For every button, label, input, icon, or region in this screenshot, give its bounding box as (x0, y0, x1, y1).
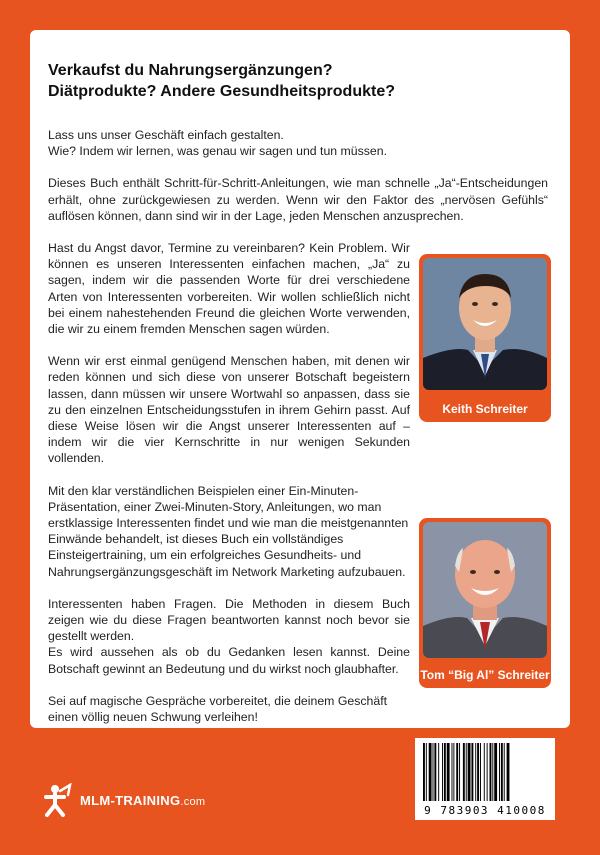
barcode-bar (433, 743, 434, 801)
paragraph-questions: Interessenten haben Fragen. Die Methoden in diesem Buch zeigen wie du diese Fragen beantworten kannst noch bevor sie gestellt werden. Es wird aussehen als ob du Gedanken lesen kannst. Deine Botschaft gewinnt an Bedeutung und du wirkst noch glaubhafter. (48, 596, 410, 676)
barcode-bars (421, 743, 549, 801)
barcode-bar (463, 743, 465, 801)
barcode-bar (442, 743, 443, 801)
barcode-bar (507, 743, 510, 801)
barcode-bar (434, 743, 436, 801)
barcode-bar (499, 743, 500, 801)
paragraph-decision-steps: Wenn wir erst einmal genügend Menschen haben, mit denen wir reden können und sich diese von unserer Botschaft begeistern lassen, dann müssen wir unsere Wortwahl so anpassen, dass sie zu den einzelnen Entscheidungsstufen in ihrem Gehirn passt. Auf diese Weise lösen wir die Angst unserer Interessenten auf – indem wir die vier Kernschritte in nur wenigen Sekunden vollenden. (48, 354, 410, 466)
barcode-bar (504, 743, 505, 801)
barcode-bar (480, 743, 481, 801)
barcode-bar (447, 743, 450, 801)
paragraph-intro: Lass uns unser Geschäft einfach gestalten. Wie? Indem wir lernen, was genau wir sagen und tun müssen. (48, 128, 388, 159)
headline (48, 60, 548, 102)
paragraph-book-content: Dieses Buch enthält Schritt-für-Schritt-Anleitungen, wie man schnelle „Ja“-Entscheidungen erhält, ohne zurückgewiesen zu werden. Wenn wir den Faktor des „nervösen Gefühls“ auflösen können, dann sind wir in der Lage, jeden Menschen anzusprechen. (48, 176, 548, 223)
barcode-bar (456, 743, 458, 801)
author-name-keith: Keith Schreiter (442, 402, 528, 416)
author-photo-tom (423, 522, 547, 658)
barcode-bar (468, 743, 471, 801)
headline-line-2: Diätprodukte? Andere Gesundheitsprodukte? (48, 83, 395, 100)
barcode-bar (423, 743, 425, 801)
isbn-barcode (415, 738, 555, 820)
paragraph-closing: Sei auf magische Gespräche vorbereitet, die deinem Geschäft einen völlig neuen Schwung verleihen! (48, 693, 388, 725)
barcode-bar (429, 743, 432, 801)
barcode-bar (501, 743, 503, 801)
barcode-bar (492, 743, 493, 801)
logo-name: MLM-TRAINING (80, 792, 181, 808)
barcode-bar (453, 743, 454, 801)
author-name-tom: Tom “Big Al” Schreiter (420, 668, 550, 682)
barcode-bar (484, 743, 485, 801)
headline-line-1: Verkaufst du Nahrungsergänzungen? (48, 62, 333, 79)
barcode-bar (444, 743, 446, 801)
barcode-bar (494, 743, 497, 801)
logo-text (80, 793, 205, 808)
isbn-number: 9 783903 410008 (424, 804, 546, 817)
barcode-bar (477, 743, 479, 801)
barcode-bar (452, 743, 453, 801)
barcode-bar (487, 743, 488, 801)
logo-suffix: .com (180, 795, 206, 808)
barcode-bar (471, 743, 473, 801)
paragraph-examples: Mit den klar verständlichen Beispielen einer Ein-Minuten-Präsentation, einer Zwei-Minuten-Story, Anleitungen, wo man erstklassige Interessenten findet und wie man die meistgenannten Einwände behandelt, ist dieses Buch ein vollständiges Einsteigertraining, um ein erfolgreiches Gesundheits- und Nahrungsergänzungsgeschäft im Network Marketing aufzubauen. (48, 483, 409, 579)
barcode-bar (426, 743, 427, 801)
paragraph-appointments: Hast du Angst davor, Termine zu vereinbaren? Kein Problem. Wir können es unseren Interessenten einfachen machen, „Ja“ zu sagen, indem wir die passenden Worte für drei verschiedene Arten von Interessenten vorbereiten. Wir wollen schließlich nicht bei einem nahestehenden Freund die gleichen Worte verwenden, die wir zu einem fremden Menschen sagen würden. (48, 241, 410, 337)
barcode-bar (459, 743, 460, 801)
mlm-training-logo-icon (38, 783, 72, 817)
author-photo-keith (423, 258, 547, 390)
author-card-tom (419, 518, 551, 688)
author-card-keith (419, 254, 551, 422)
publisher-logo (38, 780, 205, 820)
barcode-bar (490, 743, 492, 801)
barcode-bar (466, 743, 467, 801)
barcode-bar (438, 743, 439, 801)
barcode-bar (475, 743, 476, 801)
